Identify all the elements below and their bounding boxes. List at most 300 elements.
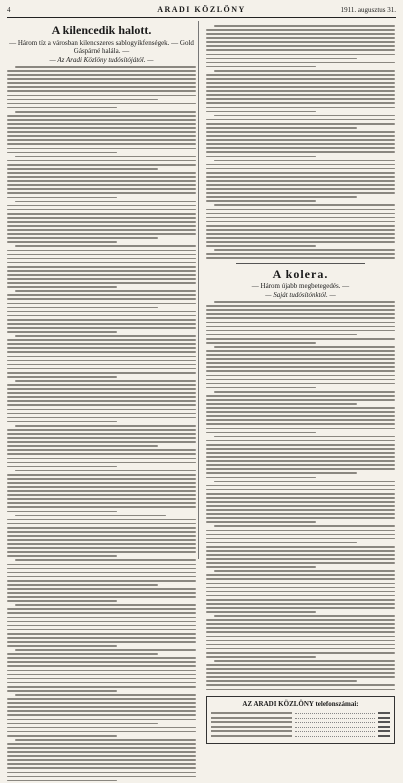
left-column: [7, 23, 196, 783]
text-line: [7, 714, 196, 716]
text-line: [7, 339, 196, 341]
text-line: [7, 719, 196, 721]
text-line: [206, 330, 395, 332]
text-line: [7, 706, 196, 708]
text-line: [206, 546, 395, 548]
text-line: [7, 478, 196, 480]
text-line: [7, 78, 196, 80]
text-line: [206, 440, 395, 442]
text-line: [7, 282, 196, 284]
text-line: [214, 481, 395, 483]
text-line: [206, 664, 395, 666]
text-line: [206, 156, 316, 158]
text-line: [206, 428, 395, 430]
text-line: [7, 653, 158, 655]
text-line: [206, 444, 395, 446]
text-line: [7, 221, 196, 223]
text-line: [7, 266, 196, 268]
text-line: [206, 534, 395, 536]
text-line: [214, 436, 395, 438]
text-line: [206, 172, 395, 174]
text-line: [206, 253, 395, 255]
text-line: [214, 25, 395, 27]
text-line: [206, 566, 316, 568]
text-line: [15, 335, 196, 337]
text-line: [206, 493, 395, 495]
text-line: [7, 254, 196, 256]
text-line: [206, 648, 395, 650]
text-line: [206, 387, 316, 389]
text-line: [206, 94, 395, 96]
text-line: [7, 95, 196, 97]
text-line: [7, 413, 196, 415]
text-line: [214, 115, 395, 117]
text-line: [206, 623, 395, 625]
columns: [7, 23, 396, 783]
text-line: [206, 370, 395, 372]
text-line: [7, 682, 196, 684]
text-line: [7, 192, 196, 194]
text-line: [7, 625, 196, 627]
paper-name: ARADI KÖZLÖNY: [157, 5, 246, 14]
text-line: [7, 237, 158, 239]
text-line: [206, 468, 395, 470]
text-line: [206, 305, 395, 307]
text-line: [214, 301, 395, 303]
text-line: [7, 555, 117, 557]
text-line: [206, 200, 316, 202]
text-line: [206, 538, 395, 540]
text-line: [7, 474, 196, 476]
text-line: [15, 649, 196, 651]
text-line: [7, 197, 117, 199]
text-line: [206, 168, 395, 170]
right-top-body: [206, 25, 395, 259]
text-line: [7, 502, 196, 504]
text-line: [206, 636, 395, 638]
text-line: [7, 670, 196, 672]
text-line: [206, 362, 395, 364]
text-line: [206, 521, 316, 523]
text-line: [15, 694, 196, 696]
text-line: [206, 354, 395, 356]
right-column: [206, 23, 395, 783]
text-line: [7, 107, 117, 109]
text-line: [214, 346, 395, 348]
text-line: [206, 107, 395, 109]
text-line: [7, 127, 196, 129]
text-line: [206, 644, 395, 646]
text-line: [7, 429, 196, 431]
masthead: [7, 4, 396, 18]
text-line: [7, 135, 196, 137]
text-line: [7, 143, 196, 145]
text-line: [7, 466, 117, 468]
text-line: [7, 462, 196, 464]
text-line: [206, 98, 395, 100]
left-subheadline: — Három tíz a városban kilencszeres sablogyikfenségek. — Gold Gáspárné halála. —: [9, 39, 194, 55]
text-line: [206, 558, 395, 560]
text-line: [7, 392, 196, 394]
text-line: [7, 612, 196, 614]
text-line: [7, 384, 196, 386]
text-line: [7, 184, 196, 186]
text-line: [214, 525, 395, 527]
text-line: [7, 449, 196, 451]
text-line: [7, 131, 196, 133]
telephone-row: [211, 730, 390, 732]
text-line: [206, 209, 395, 211]
text-line: [7, 188, 196, 190]
text-line: [206, 188, 395, 190]
text-line: [206, 619, 395, 621]
text-line: [7, 564, 196, 566]
telephone-box: [206, 696, 395, 744]
text-line: [206, 326, 395, 328]
left-byline: — Az Aradi Közlöny tudósítójától. —: [49, 56, 154, 64]
text-line: [206, 342, 316, 344]
text-line: [7, 661, 196, 663]
text-line: [7, 209, 196, 211]
text-line: [206, 411, 395, 413]
text-line: [7, 347, 196, 349]
text-line: [206, 309, 395, 311]
text-line: [206, 58, 357, 60]
text-line: [7, 364, 196, 366]
text-line: [206, 33, 395, 35]
text-line: [206, 233, 395, 235]
text-line: [15, 245, 196, 247]
text-line: [7, 152, 117, 154]
text-line: [206, 221, 395, 223]
text-line: [7, 445, 158, 447]
text-line: [7, 307, 158, 309]
text-line: [206, 419, 395, 421]
text-line: [7, 164, 196, 166]
text-line: [7, 637, 196, 639]
text-line: [15, 515, 166, 517]
text-line: [7, 588, 196, 590]
text-line: [206, 123, 395, 125]
text-line: [7, 710, 196, 712]
text-line: [206, 399, 395, 401]
text-line: [7, 356, 196, 358]
text-line: [206, 102, 395, 104]
text-line: [7, 584, 158, 586]
text-line: [7, 511, 117, 513]
text-line: [7, 372, 196, 374]
text-line: [206, 513, 395, 515]
right-byline: — Saját tudósítónktól. —: [265, 291, 336, 300]
text-line: [7, 657, 196, 659]
text-line: [7, 148, 196, 150]
text-line: [214, 615, 395, 617]
telephone-row: [211, 721, 390, 723]
text-line: [7, 539, 196, 541]
text-line: [206, 49, 395, 51]
text-line: [7, 139, 196, 141]
text-line: [15, 470, 196, 472]
text-line: [7, 319, 196, 321]
text-line: [7, 665, 196, 667]
text-line: [206, 554, 395, 556]
text-line: [206, 501, 395, 503]
text-line: [206, 151, 395, 153]
telephone-row: [211, 735, 390, 737]
text-line: [7, 311, 196, 313]
text-line: [7, 90, 196, 92]
text-line: [7, 180, 196, 182]
text-line: [7, 763, 196, 765]
text-line: [206, 415, 395, 417]
text-line: [7, 176, 196, 178]
text-line: [7, 547, 196, 549]
text-line: [206, 180, 395, 182]
text-line: [206, 640, 395, 642]
text-line: [7, 617, 196, 619]
text-line: [206, 143, 395, 145]
text-line: [206, 460, 395, 462]
text-line: [7, 343, 196, 345]
text-line: [15, 380, 196, 382]
text-line: [214, 391, 395, 393]
text-line: [7, 115, 196, 117]
text-line: [7, 506, 196, 508]
text-line: [7, 286, 117, 288]
text-line: [206, 432, 316, 434]
text-line: [206, 574, 395, 576]
text-line: [206, 135, 395, 137]
text-line: [7, 551, 196, 553]
text-line: [7, 486, 196, 488]
text-line: [15, 559, 196, 561]
text-line: [7, 396, 196, 398]
text-line: [7, 315, 196, 317]
text-line: [206, 656, 316, 658]
telephone-row: [211, 712, 390, 714]
text-line: [214, 249, 395, 251]
text-line: [206, 313, 395, 315]
issue-date: 1911. augusztus 31.: [340, 6, 396, 14]
text-line: [7, 600, 117, 602]
text-line: [7, 535, 196, 537]
text-line: [206, 119, 395, 121]
text-line: [7, 772, 196, 774]
text-line: [7, 360, 196, 362]
text-line: [206, 338, 395, 340]
text-line: [7, 74, 196, 76]
text-line: [7, 580, 196, 582]
left-headline: A kilencedik halott.: [51, 23, 152, 37]
text-line: [214, 570, 395, 572]
text-line: [206, 317, 395, 319]
text-line: [7, 723, 158, 725]
text-line: [206, 672, 395, 674]
text-line: [206, 472, 357, 474]
text-line: [206, 603, 395, 605]
text-line: [206, 217, 395, 219]
text-line: [7, 303, 196, 305]
text-line: [206, 595, 395, 597]
text-line: [206, 245, 316, 247]
text-line: [206, 147, 395, 149]
text-line: [206, 74, 395, 76]
text-line: [206, 176, 395, 178]
text-line: [15, 604, 196, 606]
text-line: [206, 366, 395, 368]
text-line: [206, 127, 357, 129]
telephone-rows: [211, 712, 390, 737]
text-line: [206, 627, 395, 629]
text-line: [206, 456, 395, 458]
left-body: [7, 66, 196, 781]
text-line: [206, 375, 395, 377]
text-line: [206, 82, 395, 84]
text-line: [7, 645, 117, 647]
text-line: [206, 29, 395, 31]
text-line: [7, 103, 196, 105]
text-line: [7, 298, 196, 300]
text-line: [7, 437, 196, 439]
text-line: [7, 735, 117, 737]
text-line: [206, 241, 395, 243]
text-line: [206, 379, 395, 381]
text-line: [7, 217, 196, 219]
text-line: [7, 274, 196, 276]
text-line: [206, 131, 395, 133]
text-line: [206, 192, 395, 194]
page-number: 4: [7, 6, 11, 14]
column-rule: [198, 21, 199, 559]
text-line: [15, 425, 196, 427]
text-line: [15, 739, 196, 741]
text-line: [206, 322, 395, 324]
text-line: [206, 607, 395, 609]
text-line: [7, 376, 117, 378]
text-line: [206, 652, 395, 654]
text-line: [206, 578, 395, 580]
text-line: [7, 417, 196, 419]
text-line: [206, 37, 395, 39]
text-line: [206, 680, 357, 682]
text-line: [214, 204, 395, 206]
text-line: [206, 599, 395, 601]
text-line: [7, 453, 196, 455]
text-line: [7, 70, 196, 72]
text-line: [206, 517, 395, 519]
text-line: [206, 689, 395, 691]
text-line: [7, 543, 196, 545]
text-line: [7, 225, 196, 227]
text-line: [7, 686, 196, 688]
text-line: [7, 621, 196, 623]
text-line: [206, 530, 395, 532]
text-line: [7, 592, 196, 594]
text-line: [7, 523, 196, 525]
text-line: [206, 196, 357, 198]
text-line: [206, 237, 395, 239]
text-line: [7, 262, 196, 264]
text-line: [206, 66, 316, 68]
text-line: [7, 747, 196, 749]
text-line: [7, 99, 158, 101]
text-line: [7, 82, 196, 84]
text-line: [206, 78, 395, 80]
text-line: [7, 490, 196, 492]
text-line: [7, 270, 196, 272]
text-line: [206, 668, 395, 670]
text-line: [7, 519, 196, 521]
text-line: [206, 489, 395, 491]
text-line: [7, 690, 117, 692]
text-line: [7, 596, 196, 598]
text-line: [206, 334, 357, 336]
text-line: [214, 660, 395, 662]
text-line: [206, 631, 395, 633]
text-line: [7, 527, 196, 529]
article-divider: [236, 263, 365, 264]
text-line: [206, 485, 395, 487]
text-line: [206, 225, 395, 227]
text-line: [206, 497, 395, 499]
text-line: [7, 233, 196, 235]
text-line: [7, 86, 196, 88]
text-line: [7, 278, 196, 280]
text-line: [206, 407, 395, 409]
text-line: [7, 731, 196, 733]
text-line: [7, 368, 196, 370]
text-line: [7, 258, 196, 260]
text-line: [206, 550, 395, 552]
text-line: [206, 86, 395, 88]
text-line: [7, 327, 196, 329]
text-line: [7, 172, 196, 174]
text-line: [7, 123, 196, 125]
text-line: [7, 400, 196, 402]
text-line: [7, 160, 196, 162]
text-line: [206, 403, 357, 405]
text-line: [7, 409, 196, 411]
text-line: [7, 751, 196, 753]
text-line: [15, 290, 196, 292]
text-line: [214, 160, 395, 162]
text-line: [7, 119, 196, 121]
text-line: [7, 702, 196, 704]
text-line: [214, 70, 395, 72]
text-line: [7, 608, 196, 610]
text-line: [7, 698, 196, 700]
text-line: [206, 358, 395, 360]
text-line: [15, 201, 196, 203]
text-line: [7, 678, 196, 680]
text-line: [206, 587, 395, 589]
text-line: [206, 54, 395, 56]
text-line: [7, 776, 196, 778]
right-body: [206, 301, 395, 690]
text-line: [206, 464, 395, 466]
text-line: [206, 448, 395, 450]
text-line: [206, 383, 395, 385]
text-line: [7, 241, 117, 243]
text-line: [206, 213, 395, 215]
text-line: [7, 743, 196, 745]
text-line: [206, 41, 395, 43]
text-line: [206, 90, 395, 92]
text-line: [206, 542, 357, 544]
text-line: [7, 494, 196, 496]
text-line: [206, 164, 395, 166]
text-line: [206, 184, 395, 186]
